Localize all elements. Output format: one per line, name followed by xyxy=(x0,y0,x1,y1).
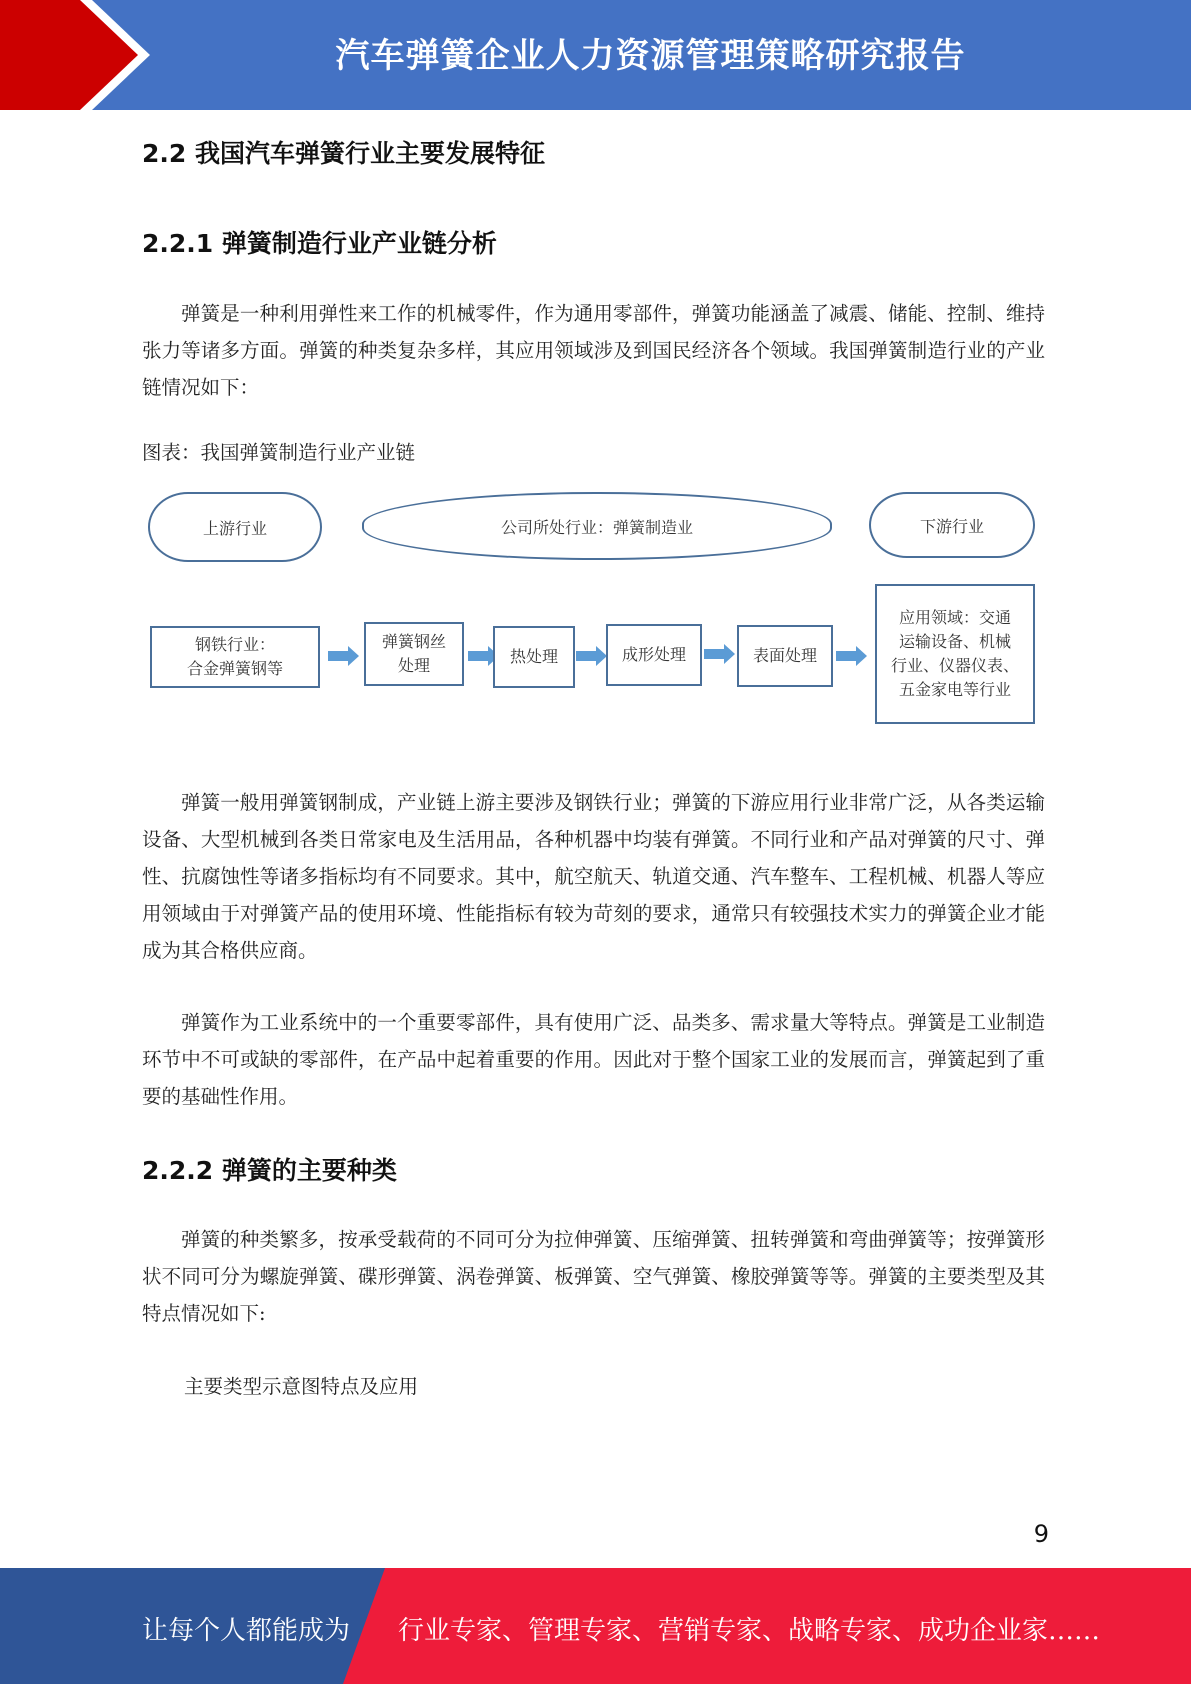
industry-chain-diagram xyxy=(142,488,1042,738)
footer-slogan-right: 行业专家、管理专家、营销专家、战略专家、成功企业家…… xyxy=(398,1616,1101,1646)
footer-slogan-left: 让每个人都能成为 xyxy=(142,1616,351,1646)
downstream-oval: 下游行业 xyxy=(869,492,1035,558)
arrow-right-icon xyxy=(836,646,868,666)
paragraph-3: 弹簧作为工业系统中的一个重要零部件，具有使用广泛、品类多、需求量大等特点。弹簧是工业制造环节中不可或缺的零部件，在产品中起着重要的作用。因此对于整个国家工业的发展而言，弹簧起到了重要的基础性作用。 xyxy=(142,1011,1045,1108)
subsection-heading-2: 2.2.2 弹簧的主要种类 xyxy=(142,1156,397,1185)
subsection-heading-1: 2.2.1 弹簧制造行业产业链分析 xyxy=(142,229,497,258)
upstream-oval: 上游行业 xyxy=(148,492,322,562)
spring-wire-box: 弹簧钢丝 处理 xyxy=(364,622,464,686)
surface-treatment-box: 表面处理 xyxy=(737,625,833,687)
heat-treatment-box: 热处理 xyxy=(493,626,575,688)
paragraph-4: 弹簧的种类繁多，按承受载荷的不同可分为拉伸弹簧、压缩弹簧、扭转弹簧和弯曲弹簧等；按弹簧形状不同可分为螺旋弹簧、碟形弹簧、涡卷弹簧、板弹簧、空气弹簧、橡胶弹簧等等。弹簧的主要类型及其特点情况如下: xyxy=(142,1228,1045,1325)
section-heading: 2.2 我国汽车弹簧行业主要发展特征 xyxy=(142,139,545,168)
company-industry-oval: 公司所处行业：弹簧制造业 xyxy=(362,492,832,560)
forming-box: 成形处理 xyxy=(606,624,702,686)
page-footer xyxy=(0,1568,1191,1684)
header-red-arrow-decoration xyxy=(0,0,160,110)
header-title: 汽车弹簧企业人力资源管理策略研究报告 xyxy=(335,36,966,76)
page-header xyxy=(0,0,1191,110)
application-box: 应用领域：交通 运输设备、机械 行业、仪器仪表、 五金家电等行业 xyxy=(875,584,1035,724)
table-header-text: 主要类型示意图特点及应用 xyxy=(184,1375,419,1398)
steel-industry-box: 钢铁行业： 合金弹簧钢等 xyxy=(150,626,320,688)
arrow-right-icon xyxy=(328,646,360,666)
arrow-right-icon xyxy=(576,646,608,666)
figure-caption: 图表：我国弹簧制造行业产业链 xyxy=(142,441,416,464)
page-number: 9 xyxy=(1033,1520,1049,1548)
paragraph-1: 弹簧是一种利用弹性来工作的机械零件，作为通用零部件，弹簧功能涵盖了减震、储能、控制、维持张力等诸多方面。弹簧的种类复杂多样，其应用领域涉及到国民经济各个领域。我国弹簧制造行业的产业链情况如下： xyxy=(142,302,1045,399)
arrow-right-icon xyxy=(704,644,736,664)
paragraph-2: 弹簧一般用弹簧钢制成，产业链上游主要涉及钢铁行业；弹簧的下游应用行业非常广泛，从各类运输设备、大型机械到各类日常家电及生活用品，各种机器中均装有弹簧。不同行业和产品对弹簧的尺寸、弹性、抗腐蚀性等诸多指标均有不同要求。其中，航空航天、轨道交通、汽车整车、工程机械、机器人等应用领域由于对弹簧产品的使用环境、性能指标有较为苛刻的要求，通常只有较强技术实力的弹簧企业才能成为其合格供应商。 xyxy=(142,791,1045,962)
